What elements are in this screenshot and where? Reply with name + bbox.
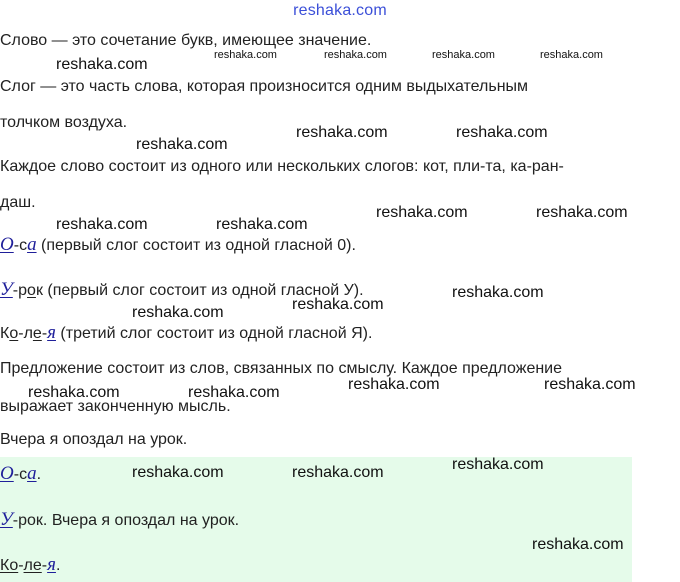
watermark: reshaka.com [456, 124, 548, 141]
syllable-vowel: я [47, 554, 56, 575]
watermark: reshaka.com [432, 49, 495, 61]
syllable-dash: - [12, 512, 19, 529]
syllable: с [19, 466, 28, 483]
answer-koleya [0, 555, 60, 576]
paragraph-syllables-examples-line1: Каждое слово состоит из одного или нескольких слогов: кот, пли-та, ка-ран- [0, 158, 564, 175]
syllable: У [0, 509, 13, 530]
watermark: reshaka.com [324, 49, 387, 61]
syllable: с [19, 237, 28, 254]
syllable-dash: - [18, 325, 24, 342]
syllable-dash: - [13, 466, 20, 483]
syllable: к [35, 282, 43, 299]
answer-osa [0, 464, 41, 485]
watermark: reshaka.com [28, 384, 120, 401]
watermark: reshaka.com [348, 376, 440, 393]
syllable-dash: - [13, 237, 20, 254]
example-osa [0, 235, 356, 256]
watermark: reshaka.com [132, 464, 224, 481]
syllable-dash: - [12, 282, 19, 299]
watermark: reshaka.com [544, 376, 636, 393]
watermark: reshaka.com [136, 136, 228, 153]
syllable-dash: - [41, 325, 48, 342]
site-header-link[interactable]: reshaka.com [293, 2, 387, 19]
watermark: reshaka.com [56, 56, 148, 73]
watermark: reshaka.com [214, 49, 277, 61]
paragraph-syllable-definition-line1: Слог — это часть слова, которая произносится одним выдыхательным [0, 78, 529, 95]
syllable-vowel: о [9, 325, 19, 342]
watermark: reshaka.com [292, 296, 384, 313]
syllable-dash: - [41, 557, 48, 574]
syllable: Ко [0, 557, 19, 574]
syllable-vowel: я [47, 322, 56, 343]
watermark: reshaka.com [452, 456, 544, 473]
answer-rest: рок. Вчера я опоздал на урок. [18, 512, 240, 529]
watermark: reshaka.com [452, 284, 544, 301]
syllable: К [0, 325, 10, 342]
answer-urok [0, 510, 239, 531]
paragraph-sentence-definition-line2: выражает законченную мысль. [0, 398, 231, 415]
example-koleya [0, 323, 372, 344]
example-note: (первый слог состоит из одной гласной У). [42, 282, 364, 299]
syllable-vowel: а [27, 234, 37, 255]
syllable-vowel: а [27, 463, 37, 484]
syllable: л [23, 325, 33, 342]
syllable: ле [23, 557, 42, 574]
watermark: reshaka.com [536, 204, 628, 221]
syllable-vowel: е [32, 325, 42, 342]
watermark: reshaka.com [540, 49, 603, 61]
watermark: reshaka.com [292, 464, 384, 481]
paragraph-syllables-examples-line2: даш. [0, 194, 36, 211]
syllable-dash: - [18, 557, 24, 574]
paragraph-word-definition: Слово — это сочетание букв, имеющее значение. [0, 32, 372, 49]
syllable: О [0, 234, 14, 255]
paragraph-sentence-definition-line1: Предложение состоит из слов, связанных по смыслу. Каждое предложение [0, 360, 563, 377]
paragraph-syllable-definition-line2: толчком воздуха. [0, 114, 128, 131]
watermark: reshaka.com [532, 536, 624, 553]
example-note: (первый слог состоит из одной гласной 0). [36, 237, 356, 254]
paragraph-task-sentence: Вчера я опоздал на урок. [0, 431, 188, 448]
watermark: reshaka.com [56, 216, 148, 233]
example-note: (третий слог состоит из одной гласной Я). [55, 325, 373, 342]
watermark: reshaka.com [132, 304, 224, 321]
watermark: reshaka.com [296, 124, 388, 141]
watermark: reshaka.com [216, 216, 308, 233]
sentence-end: . [36, 466, 42, 483]
syllable: р [18, 282, 28, 299]
watermark: reshaka.com [188, 384, 280, 401]
syllable-vowel: о [27, 282, 36, 299]
syllable: У [0, 279, 13, 300]
syllable: О [0, 463, 14, 484]
watermark: reshaka.com [376, 204, 468, 221]
sentence-end: . [55, 557, 61, 574]
